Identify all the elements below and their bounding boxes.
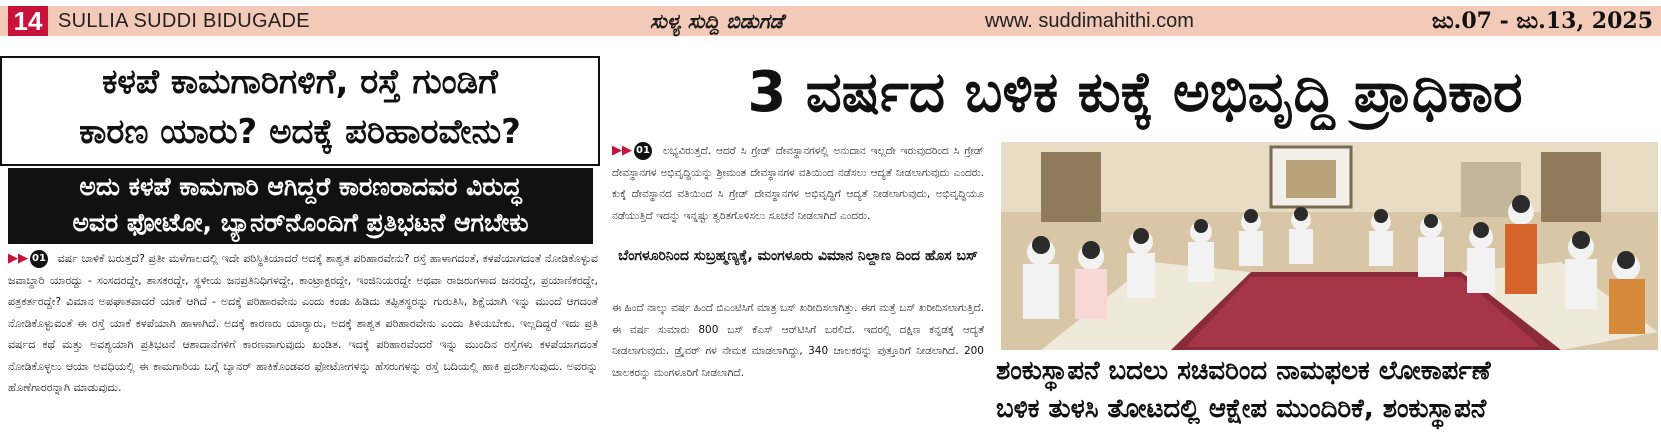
- left-article-subhead: [8, 168, 593, 244]
- left-article-body: [8, 248, 598, 399]
- subhead-line2: ಅವರ ಫೋಟೋ, ಬ್ಯಾನರ್‌ನೊಂದಿಗೆ ಪ್ರತಿಭಟನೆ ಆಗಬೇಕು: [72, 208, 529, 237]
- right-body1-text: ಲಭ್ಯವಿರುತ್ತದೆ. ಆದರೆ ಸಿ ಗ್ರೇಡ್ ದೇವಸ್ಥಾನಗಳಲ್ಲಿ ಅನುದಾನ ಇಲ್ಲದೇ ಇರುವುದರಿಂದ ಸಿ ಗ್ರೇಡ್ ದೇವಸ್ಥಾನಗಳ ಅಭಿವೃದ್ಧಿಯನ್ನು ಶ್ರೀಮಂತ ದೇವಸ್ಥಾನಗಳ ವತಿಯಿಂದ ನಡೆಸಲು ಆದ್ಯತೆ ನೀಡಲಾಗುವುದು ಎಂದರು. ಕುಕ್ಕೆ ದೇವಸ್ಥಾನದ ವತಿಯಿಂದ ಸಿ ಗ್ರೇಡ್ ದೇವಸ್ಥಾನಗಳ ಅಭಿವೃದ್ಧಿಗೆ ಆದ್ಯತೆ ನೀಡಲಾಗುವುದು, ಅಭಿವೃದ್ಧಿಯೂ ನಡೆಯುತ್ತಿದೆ ಇದನ್ನು ಇನ್ನಷ್ಟು ತ್ವರಿತಗೊಳಿಸಲು ಸೂಚನೆ ನೀಡಲಾಗಿದೆ ಎಂದರು.: [612, 145, 985, 222]
- caption-line1: ಶಂಕುಸ್ಥಾಪನೆ ಬದಲು ಸಚಿವರಿಂದ ನಾಮಫಲಕ ಲೋಕಾರ್ಪಣೆ: [996, 356, 1491, 386]
- caption-line2: ಬಳಿಕ ತುಳಸಿ ತೋಟದಲ್ಲಿ ಆಕ್ಷೇಪ ಮುಂದಿರಿಕೆ, ಶಂಕುಸ್ಥಾಪನೆ: [996, 394, 1487, 424]
- right-body2-text: ಈ ಹಿಂದೆ ನಾಲ್ಕು ವರ್ಷ ಹಿಂದೆ ಬಿಎಂಟಿಸಿಗೆ ಮಾತ್ರ ಬಸ್ ಖರೀದಿಸಲಾಗಿತ್ತು. ಈಗ ಮತ್ತೆ ಬಸ್ ಖರೀದಿಸಲಾಗುತ್ತಿದೆ. ಈ ವರ್ಷ ಸುಮಾರು 800 ಬಸ್ ಕೆಎಸ್ ಆರ್‌ಟಿಸಿಗೆ ಬರಲಿದೆ. ಇದರಲ್ಲಿ ದಕ್ಷಿಣ ಕನ್ನಡಕ್ಕೆ ಆದ್ಯತೆ ನೀಡಲಾಗುವುದು. ಡ್ರೈವರ್ ಗಳ ನೇಮಕ ಮಾಡಲಾಗಿದ್ದು, 340 ಚಾಲಕರನ್ನು ಪುತ್ತೂರಿಗೆ ನೀಡಲಾಗಿದೆ. 200 ಚಾಲಕರನ್ನು ಮಂಗಳೂರಿಗೆ ನೀಡಲಾಗಿದೆ.: [612, 302, 984, 379]
- left-title-line2: ಕಾರಣ ಯಾರು? ಅದಕ್ಕೆ ಪರಿಹಾರವೇನು?: [79, 112, 521, 152]
- meeting-photo: [1001, 142, 1658, 350]
- continuation-number: 01: [30, 250, 48, 268]
- subhead-line1: ಅದು ಕಳಪೆ ಕಾಮಗಾರಿ ಆಗಿದ್ದರೆ ಕಾರಣರಾದವರ ವಿರುದ್ಧ: [79, 172, 522, 201]
- continuation-number: 01: [634, 142, 652, 160]
- left-title-line1: ಕಳಪೆ ಕಾಮಗಾರಿಗಳಿಗೆ, ರಸ್ತೆ ಗುಂಡಿಗೆ: [102, 62, 498, 102]
- right-article-body-2: [612, 298, 984, 384]
- page-number: 14: [8, 6, 48, 36]
- left-article: [0, 50, 610, 438]
- publication-name: SULLIA SUDDI BIDUGADE: [58, 10, 310, 32]
- photo-caption: [996, 352, 1661, 428]
- continuation-arrow-icon: ▶▶: [612, 143, 632, 158]
- left-body-text: ವರ್ಷ ಬಾಳಿಕೆ ಬರುತ್ತದೆ? ಪ್ರತೀ ಮಳೆಗಾಲದಲ್ಲಿ ಇದೇ ಪರಿಸ್ಥಿತಿಯಾದರೆ ಅದಕ್ಕೆ ಶಾಶ್ವತ ಪರಿಹಾರವೇನು? ರಸ್ತೆ ಹಾಳಾಗದಂತೆ, ಕಳಪೆಯಾಗದಂತೆ ನೋಡಿಕೊಳ್ಳುವ ಜವಾಬ್ದಾರಿ ಯಾರದ್ದು - ಸಂಸದರದ್ದೇ, ಶಾಸಕರದ್ದೇ, ಸ್ಥಳೀಯ ಜನಪ್ರತಿನಿಧಿಗಳದ್ದೇ, ಕಾಂಟ್ರಾಕ್ಟರದ್ದೇ, ಇಂಜಿನಿಯರದ್ದೇ ಅಥವಾ ರಾಜರುಗಳಾದ ಜನರದ್ದೇ, ಪ್ರಯಾಣಿಕರದ್ದೇ, ಪತ್ರಕರ್ತರದ್ದೇ? ವಿಮಾನ ಅಪಘಾತವಾದರೆ ಯಾಕೆ ಆಗಿದೆ - ಅದಕ್ಕೆ ಪರಿಹಾರವೇನು ಎಂದು ಕಂಡು ಹಿಡಿದು ತಪ್ಪಿತಸ್ಥರನ್ನು ಗುರುತಿಸಿ, ಶಿಕ್ಷೆಯಾಗಿ ಇನ್ನು ಮುಂದೆ ಆಗದಂತೆ ನೋಡಿಕೊಳ್ಳುವಂತೆ ಈ ರಸ್ತೆ ಯಾಕೆ ಕಳಪೆಯಾಗಿ ಹಾಳಾಗಿದೆ. ಅದಕ್ಕೆ ಕಾರಣರು ಯಾರ್‍ಯಾರು, ಅದಕ್ಕೆ ಶಾಶ್ವತ ಪರಿಹಾರವೇನು ಎಂದು ತಿಳಿಯಬೇಕು. ಇಲ್ಲದಿದ್ದರೆ ಇದು ಪ್ರತಿ ವರ್ಷದ ಕಥೆ ಮತ್ತು ಅವಶ್ಯಯಾಗಿ ಪ್ರತಿಭಟನೆ ಆಶಾದಾನೆಗಳಿಗೆ ಕಾರಣವಾಗುವುದು ಖಂಡಿತ. ಇದಕ್ಕೆ ಪರಿಹಾರವೆಂದರೆ ಇನ್ನು ಮುಂದಿನ ರಸ್ತೆಗಳು ಕಳಪೆಯಾಗದಂತೆ ನೋಡಿಕೊಳ್ಳಲು ಆಯಾ ಅವಧಿಯಲ್ಲಿ ಈ ಕಾಮಗಾರಿಯ ಬಗ್ಗೆ ಬ್ಯಾನರ್ ಹಾಕಿಕೊಂಡವರ ಫೋಟೋಗಳನ್ನು ಹೆಸರುಗಳನ್ನು ರಸ್ತೆ ಬದಿಯಲ್ಲಿ ಹಾಕಿ ಪ್ರದರ್ಶಿಸುವುದು. ಅವರನ್ನು ಹೊಣೆಗಾರರನ್ನಾಗಿ ಮಾಡುವುದು.: [8, 252, 598, 394]
- page-header: [0, 0, 1661, 40]
- right-article-body-1: [612, 140, 984, 227]
- website-url[interactable]: www. suddimahithi.com: [985, 10, 1194, 32]
- issue-dates: ಜು.07 - ಜು.13, 2025: [1431, 8, 1653, 34]
- continuation-arrow-icon: ▶▶: [8, 251, 28, 266]
- left-article-title: [0, 56, 600, 166]
- masthead-logo: ಸುಳ್ಯ ಸುದ್ದಿ ಬಿಡುಗಡೆ: [650, 9, 784, 33]
- right-article-subhead: ಬೆಂಗಳೂರಿನಿಂದ ಸುಬ್ರಹ್ಮಣ್ಯಕ್ಕೆ, ಮಂಗಳೂರು ವಿಮಾನ ನಿಲ್ದಾಣ ದಿಂದ ಹೊಸ ಬಸ್: [618, 248, 978, 264]
- main-headline: 3 ವರ್ಷದ ಬಳಿಕ ಕುಕ್ಕೆ ಅಭಿವೃದ್ಧಿ ಪ್ರಾಧಿಕಾರ: [747, 60, 1523, 125]
- meeting-photo-illustration: [1001, 142, 1658, 350]
